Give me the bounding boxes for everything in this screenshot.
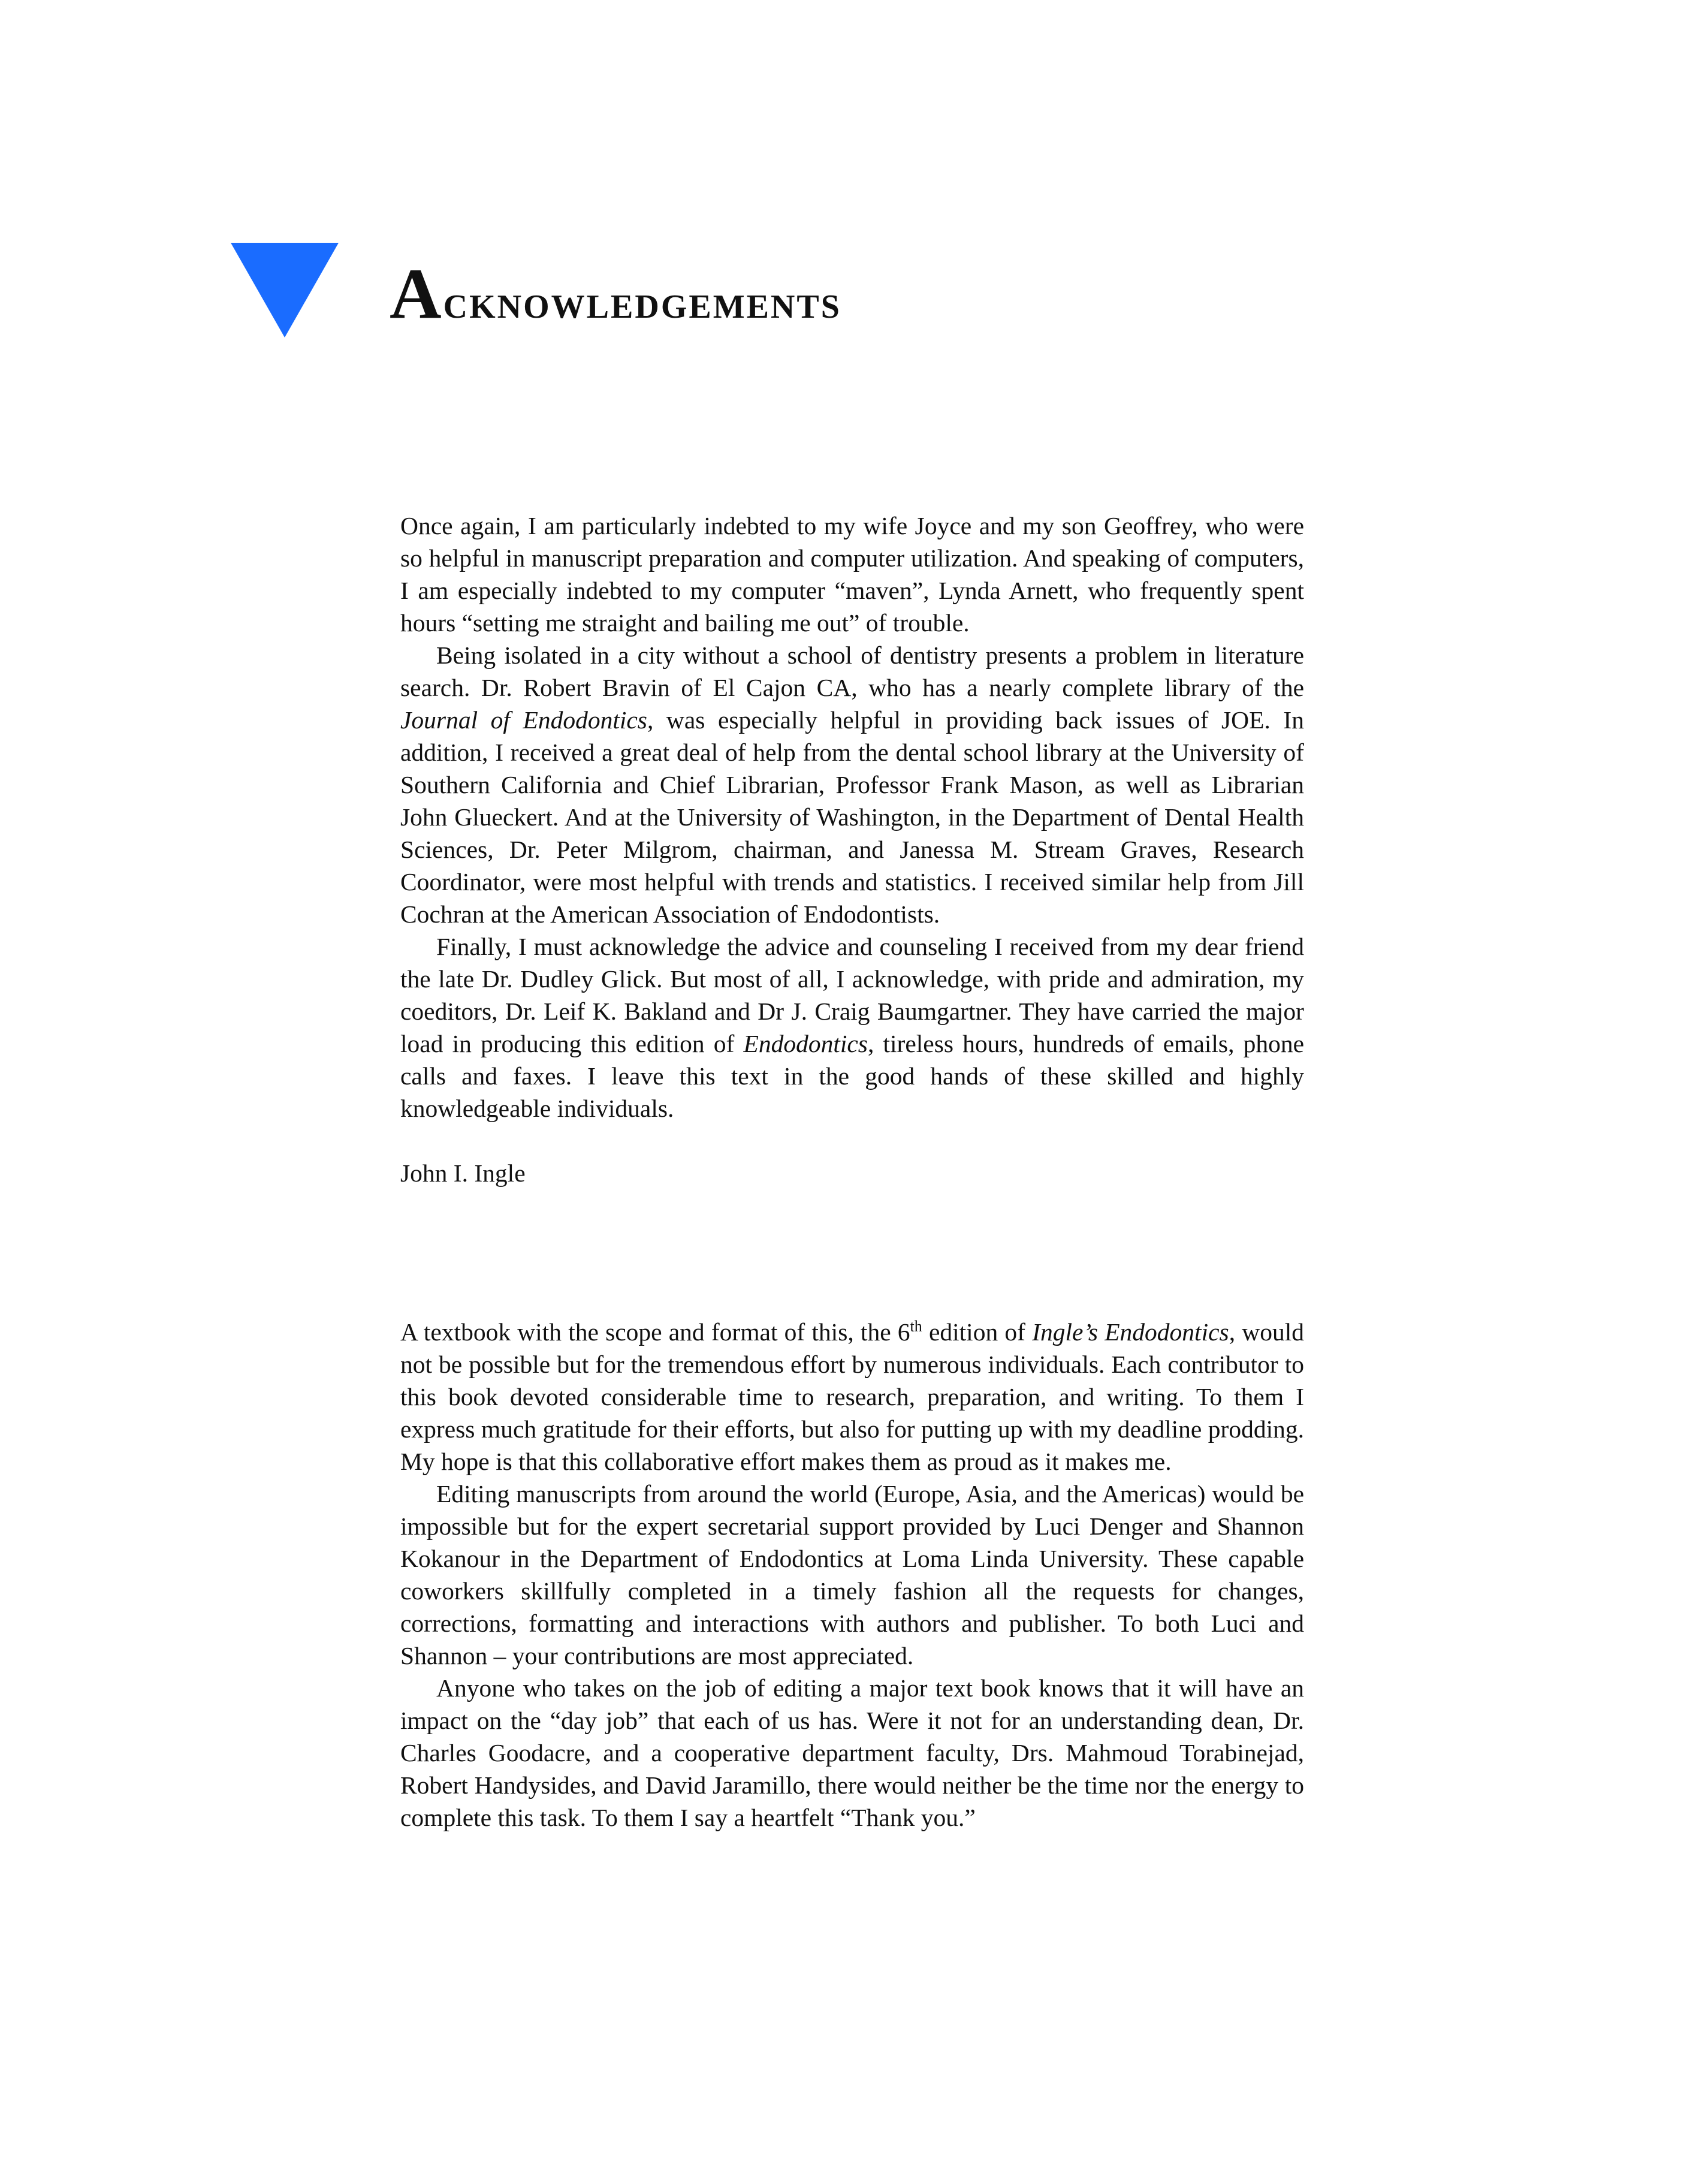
page-title-rest: cknowledgements bbox=[443, 276, 841, 328]
down-triangle-icon bbox=[231, 243, 339, 337]
book-title: Ingle’s Endodontics bbox=[1032, 1318, 1229, 1346]
paragraph-text: edition of bbox=[922, 1318, 1033, 1346]
paragraph-text: Being isolated in a city without a school of dentistry presents a problem in literature search. Dr. Robert Bravin of El Cajon CA, who has a nearly complete library of the bbox=[400, 641, 1304, 701]
paragraph: Anyone who takes on the job of editing a major text book knows that it will have an impact on the “day job” that each of us has. Were it not for an understanding dean, Dr. Charles Goodacre, and a cooperative department faculty, Drs. Mahmoud Torabinejad, Robert Handysides, and David Jaramillo, there would neither be the time nor the energy to complete this task. To them I say a heartfelt “Thank you.” bbox=[400, 1674, 1304, 1831]
paragraph-text: , was especially helpful in providing back issues of JOE. In addition, I received a great deal of help from the dental school library at the University of Southern California and Chief Librarian, Professor Frank Mason, as well as Librarian John Glueckert. And at the University of Washington, in the Department of Dental Health Sciences, Dr. Peter Milgrom, chairman, and Janessa M. Stream Graves, Research Coordinator, were most helpful with trends and statistics. I received similar help from Jill Cochran at the American Association of Endodontists. bbox=[400, 706, 1304, 928]
paragraph: Once again, I am particularly indebted to my wife Joyce and my son Geoffrey, who were so helpful in manuscript preparation and computer utilization. And speaking of computers, I am especially indebted to my computer “maven”, Lynda Arnett, who frequently spent hours “setting me straight and bailing me out” of trouble. bbox=[400, 512, 1304, 637]
acknowledgement-section-ingle bbox=[400, 510, 1304, 1189]
book-title: Endodontics bbox=[743, 1030, 868, 1057]
paragraph-text: , would not be possible but for the tremendous effort by numerous individuals. Each contributor to this book devoted considerable time to research, preparation, and writing. To them I express much gratitude for their efforts, but also for putting up with my deadline prodding. My hope is that this collaborative effort makes them as proud as it makes me. bbox=[400, 1318, 1304, 1475]
signature: John I. Ingle bbox=[400, 1159, 526, 1187]
paragraph-text: , tireless hours, hundreds of emails, phone calls and faxes. I leave this text in the good hands of these skilled and highly knowledgeable individuals. bbox=[400, 1030, 1304, 1122]
page-title-initial: A bbox=[390, 254, 443, 333]
journal-title: Journal of Endodontics bbox=[400, 706, 647, 734]
ordinal-suffix: th bbox=[910, 1318, 922, 1336]
paragraph bbox=[400, 930, 1304, 1125]
paragraph-text: A textbook with the scope and format of this, the 6 bbox=[400, 1318, 910, 1346]
paragraph bbox=[400, 639, 1304, 930]
paragraph: Editing manuscripts from around the world (Europe, Asia, and the Americas) would be impossible but for the expert secretarial support provided by Luci Denger and Shannon Kokanour in the Department of Endodontics at Loma Linda University. These capable coworkers skillfully completed in a timely fashion all the requests for changes, corrections, formatting and interactions with authors and publisher. To both Luci and Shannon – your contributions are most appreciated. bbox=[400, 1480, 1304, 1669]
acknowledgement-section-editors bbox=[400, 1316, 1304, 1834]
paragraph-text: Finally, I must acknowledge the advice and counseling I received from my dear friend the late Dr. Dudley Glick. But most of all, I acknowledge, with pride and admiration, my coeditors, Dr. Leif K. Bakland and Dr J. Craig Baumgartner. They have carried the major load in producing this edition of bbox=[400, 933, 1304, 1057]
page-title bbox=[390, 254, 841, 333]
paragraph bbox=[400, 1316, 1304, 1478]
